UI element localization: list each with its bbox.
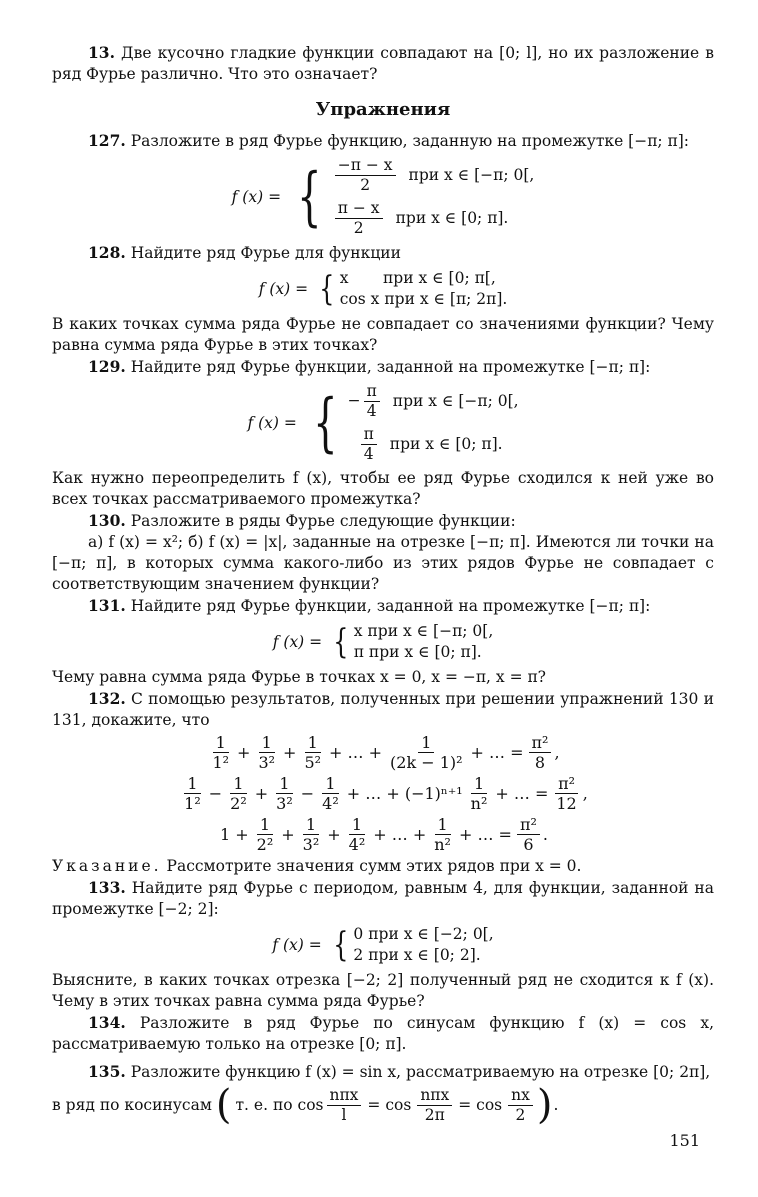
page-number: 151 xyxy=(669,1131,700,1150)
exercise-135: 135. Разложите функцию f (x) = sin x, рассматриваемую на отрезке [0; 2π], xyxy=(88,1062,711,1081)
formula-131: f (x) = { x при x ∈ [−π; 0[, π при x ∈ [0; π]. xyxy=(272,622,494,662)
formula-133: f (x) = { 0 при x ∈ [−2; 0[, 2 при x ∈ [0; 2]. xyxy=(272,925,494,965)
exercise-131: 131. Найдите ряд Фурье функции, заданной на промежутке [−π; π]: xyxy=(88,596,651,615)
exercise-133: 133. Найдите ряд Фурье с периодом, равным 4, для функции, заданной на промежутке [−2; 2]: xyxy=(52,878,714,918)
exercise-128: 128. Найдите ряд Фурье для функции xyxy=(88,243,401,262)
formula-127: f (x) = { $\frac{-\pi - x}{2}$ при x ∈ [−π; 0[, $\frac{\pi - x}{2}$ при x ∈ [0; π]. xyxy=(231,156,535,237)
exercise-131-question: Чему равна сумма ряда Фурье в точках x = 0, x = −π, x = π? xyxy=(52,668,546,686)
hint-132: Указание. Рассмотрите значения сумм этих рядов при x = 0. xyxy=(52,857,582,875)
series-1: $\frac{1}{\text{1²}}$ + $\frac{1}{\text{3²}}$ + $\frac{1}{\text{5²}}$ + … + $\frac{1}{\text{(2k − 1)²}}$ + … = $\frac{\text{π²}}{8}$ , xyxy=(212,733,560,772)
series-3: 1 + $\frac{1}{\text{2²}}$ + $\frac{1}{\text{3²}}$ + $\frac{1}{\text{4²}}$ + … + $\frac{1}{\text{n²}}$ + … = $\frac{\text{π²}}{6}$ . xyxy=(220,815,548,854)
right-paren: ) xyxy=(536,1082,553,1128)
exercise-128-question: В каких точках сумма ряда Фурье не совпадает со значениями функции? Чему равна сумма ряда Фурье в этих точках? xyxy=(52,315,714,354)
section-heading: Упражнения xyxy=(315,99,451,120)
exercise-129-question: Как нужно переопределить f (x), чтобы ее ряд Фурье сходился к ней уже во всех точках рассматриваемого промежутка? xyxy=(52,469,714,508)
exercise-134: 134. Разложите в ряд Фурье по синусам функцию f (x) = cos x, рассматриваемую только на отрезке [0; π]. xyxy=(52,1013,714,1053)
formula-128: f (x) = { x при x ∈ [0; π[, cos x при x ∈ [π; 2π]. xyxy=(258,269,508,309)
left-brace: { xyxy=(333,925,349,965)
exercise-130: 130. Разложите в ряды Фурье следующие функции: xyxy=(88,511,516,530)
left-paren: ( xyxy=(215,1082,232,1128)
exercise-129: 129. Найдите ряд Фурье функции, заданной на промежутке [−π; π]: xyxy=(88,357,651,376)
exercise-133-question: Выясните, в каких точках отрезка [−2; 2] полученный ряд не сходится к f (x). Чему в этих точках равна сумма ряда Фурье? xyxy=(52,971,714,1010)
exercise-135-formula: в ряд по косинусам ( т. е. по cos $\frac{\text{nπx}}{l}$ = cos $\frac{\text{nπx}}{2\pi}$ = cos $\frac{nx}{2}$ ) . xyxy=(52,1082,559,1128)
exercise-127: 127. Разложите в ряд Фурье функцию, заданную на промежутке [−π; π]: xyxy=(88,131,690,150)
formula-129: f (x) = { − $\frac{\pi}{4}$ при x ∈ [−π; 0[, $\frac{\pi}{4}$ при x ∈ [0; π]. xyxy=(247,382,519,463)
left-brace: { xyxy=(319,269,335,309)
left-brace: { xyxy=(297,160,322,234)
series-2: $\frac{1}{\text{1²}}$ − $\frac{1}{\text{2²}}$ + $\frac{1}{\text{3²}}$ − $\frac{1}{\text{4²}}$ + … + (−1)ⁿ⁺¹ $\frac{1}{\text{n²}}$ + … = $\frac{\text{π²}}{12}$ , xyxy=(184,774,588,813)
exercise-130-body: а) f (x) = x²; б) f (x) = |x|, заданные на отрезке [−π; π]. Имеются ли точки на [−π; π], в которых сумма какого-либо из этих рядов Фурье не совпадает с соответствующим значением функции? xyxy=(52,533,714,593)
question-13: 13. Две кусочно гладкие функции совпадают на [0; l], но их разложение в ряд Фурье различно. Что это означает? xyxy=(52,43,714,83)
left-brace: { xyxy=(313,386,338,460)
exercise-132: 132. С помощью результатов, полученных при решении упражнений 130 и 131, докажите, что xyxy=(52,689,714,729)
left-brace: { xyxy=(333,622,349,662)
